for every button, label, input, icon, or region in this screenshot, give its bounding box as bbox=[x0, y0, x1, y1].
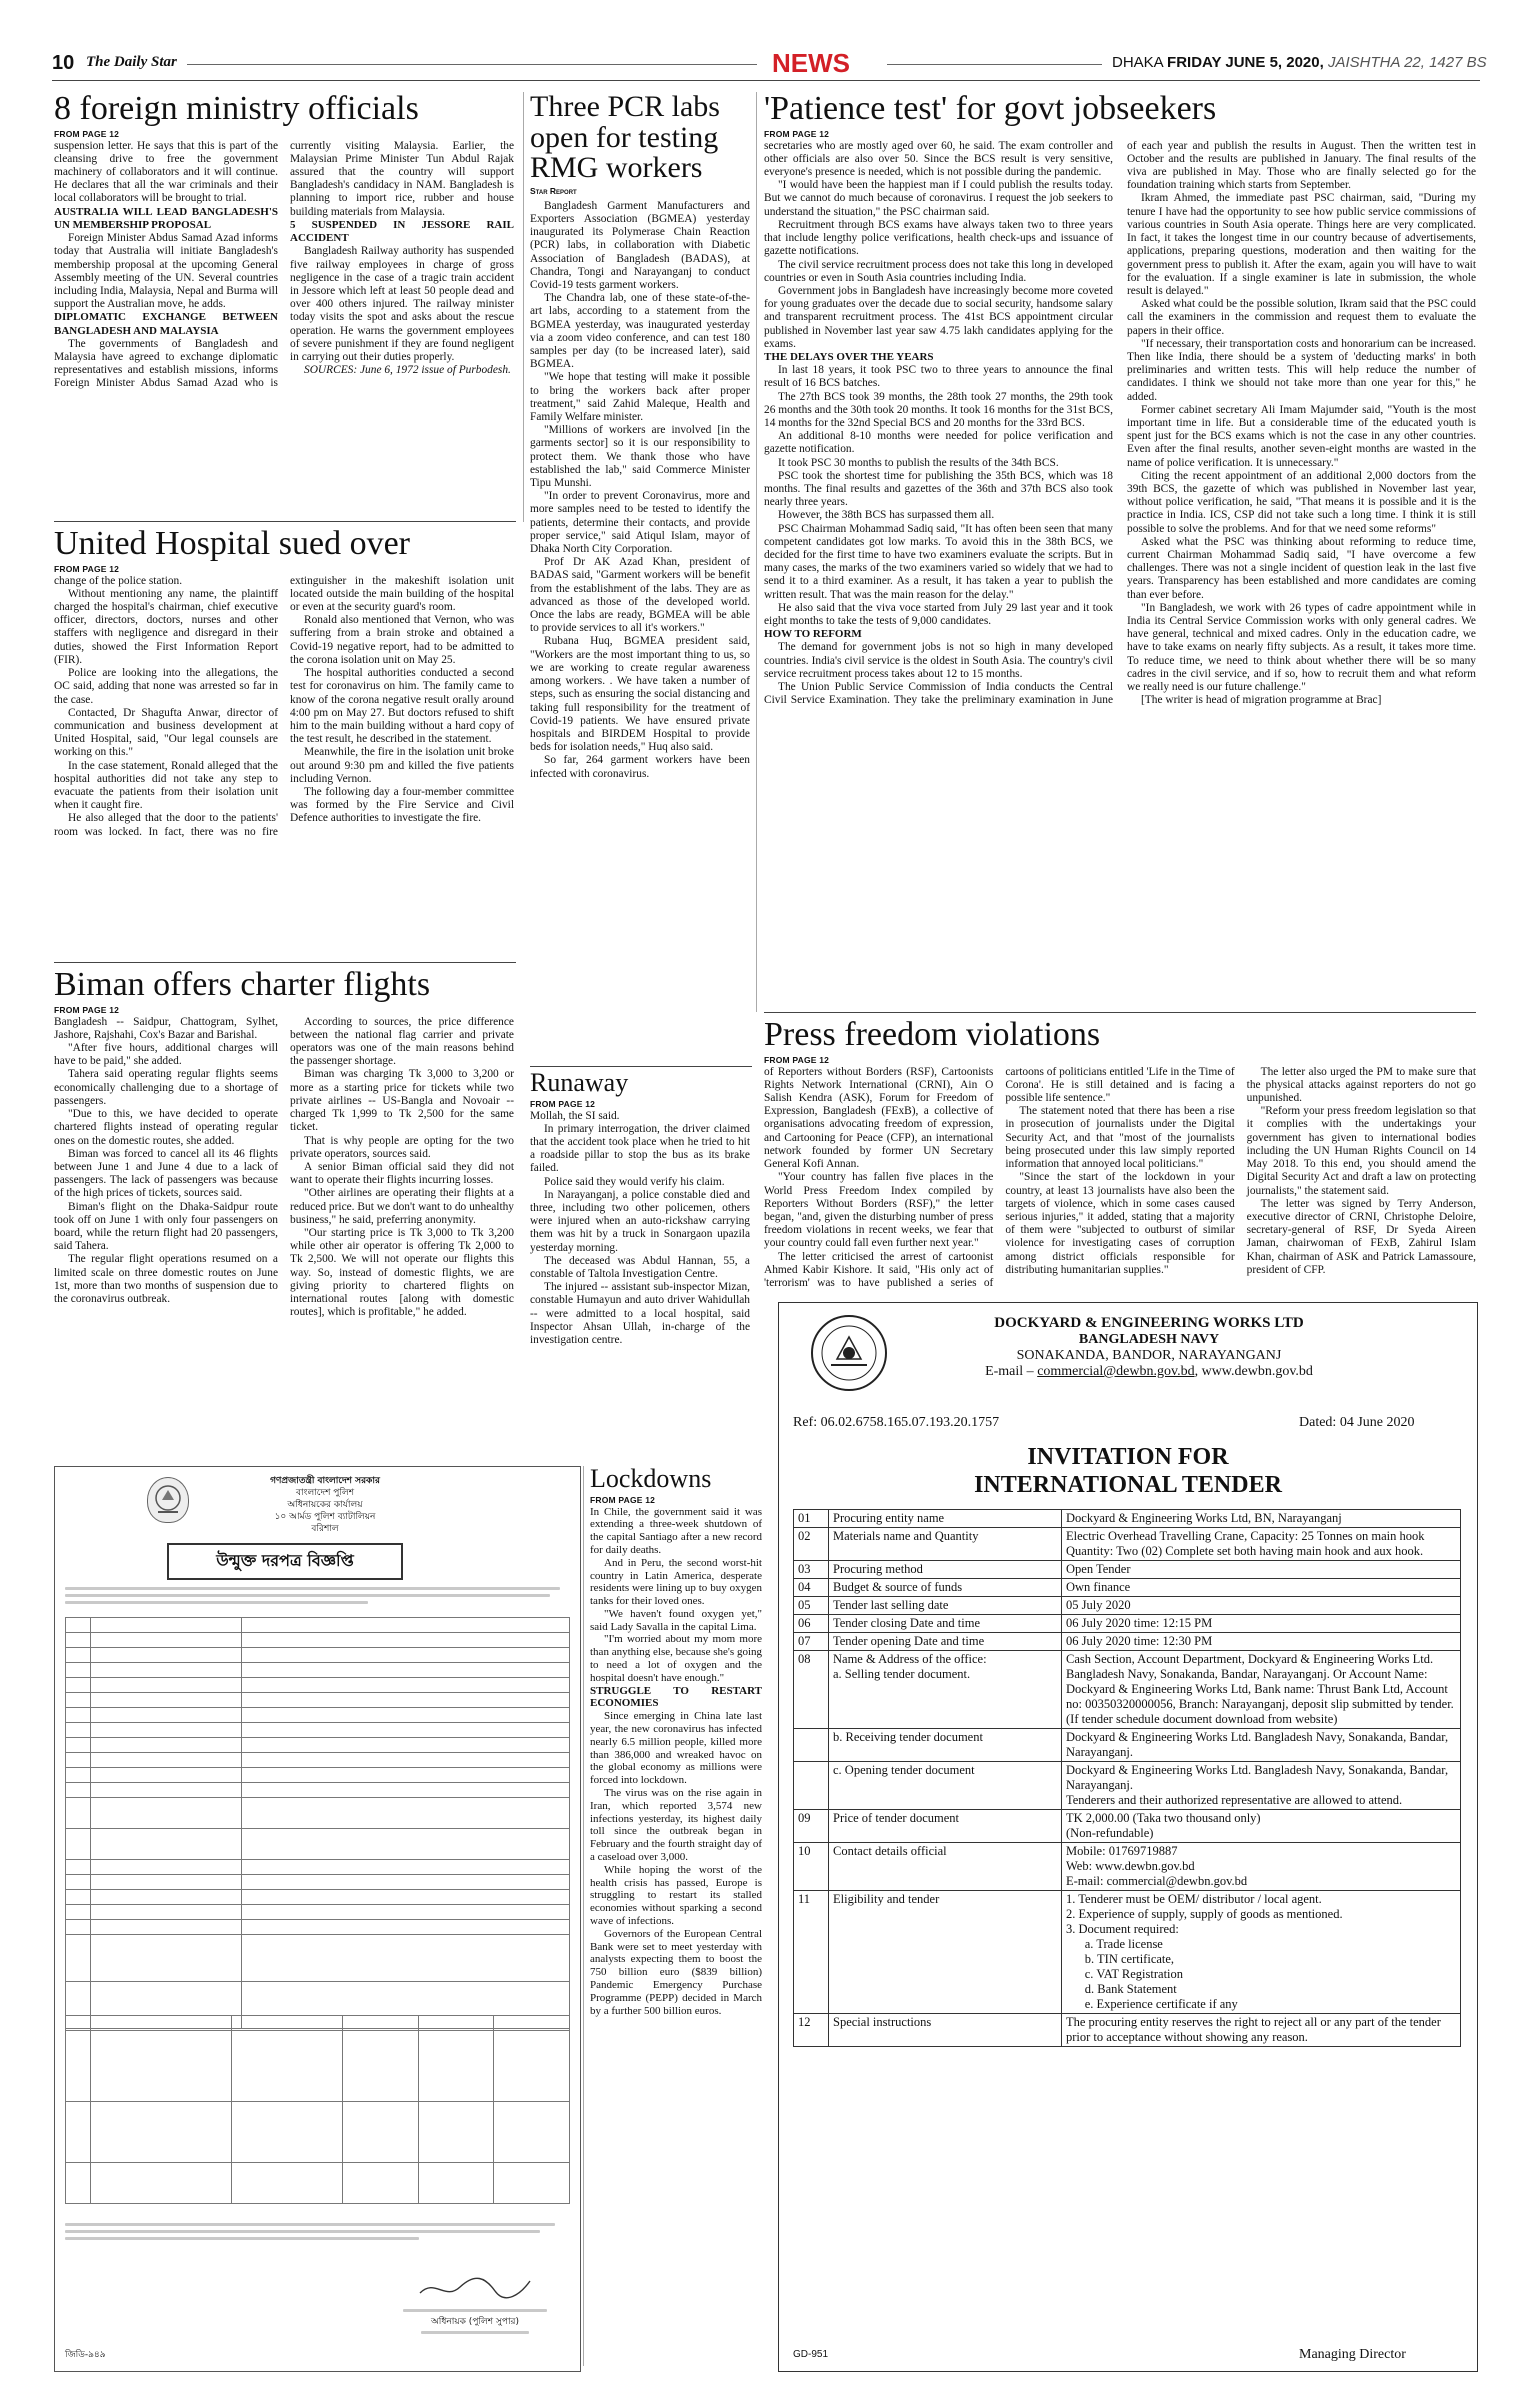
headline: Press freedom violations bbox=[764, 1016, 1101, 1053]
paragraph: Former cabinet secretary Ali Imam Majumder said, "Youth is the most important time in life. But a considerable time of the educated youth is spent just for the BCS exams which is not the case in any other countries. Even after the final results, another seven-eight months are wasted in the name of police verification. It is unnecessary." bbox=[1127, 403, 1476, 469]
tender-row-number: 06 bbox=[794, 1615, 829, 1633]
paragraph: Mollah, the SI said. bbox=[530, 1109, 620, 1122]
article-body bbox=[54, 140, 514, 512]
paragraph: Ikram Ahmed, the immediate past PSC chairman, said, "During my tenure I have had the opportunity to see how public service commissions of various countries in South Asia operate. Things here are very complicated. In fact, it takes the longest time in our country because of advertisements, applications, preparing questions, moderation and then waiting for the government press to publish it. After the exam, again you will have to wait for the evaluation. If a single examiner is late in submission, the whole result is delayed." bbox=[1127, 192, 1476, 297]
article-body bbox=[764, 1066, 1476, 1333]
tender-row-number bbox=[794, 1729, 829, 1762]
paragraph: That is why people are opting for the two private operators, sources said. bbox=[290, 1134, 514, 1160]
paragraph: secretaries who are mostly aged over 60, he said. The exam controller and other officials are also over 50. Since the BCS result is very sensitive, everyone's presence is needed, which is not possible during the pandemic. bbox=[764, 139, 1113, 179]
tender-row-number: 07 bbox=[794, 1633, 829, 1651]
tender-row-number: 05 bbox=[794, 1597, 829, 1615]
paragraph: "We haven't found oxygen yet," said Lady Savalla in the capital Lima. bbox=[590, 1607, 762, 1633]
paragraph: Police are looking into the allegations, the OC said, adding that none was arrested so far in the case. bbox=[54, 667, 278, 706]
tender-row bbox=[794, 1729, 1461, 1762]
article-patience-test bbox=[764, 92, 1476, 1005]
paragraph: "Reform your press freedom legislation so that it complies with the undertakings your government has given to international bodies including the UN Human Rights Council on 14 May 2018. To this end, you should amend the Digital Security Act and draft a law on protecting journalists," the statement said. bbox=[1246, 1105, 1476, 1197]
ad-signature bbox=[415, 2273, 535, 2303]
tender-row-label: b. Receiving tender document bbox=[829, 1729, 1062, 1762]
ad-details-table bbox=[65, 1617, 570, 2029]
section-rule bbox=[764, 1012, 1476, 1013]
from-page-kicker: FROM PAGE 12 bbox=[530, 1098, 596, 1109]
tender-table bbox=[793, 1509, 1461, 2047]
tender-row-number: 08 bbox=[794, 1651, 829, 1729]
page-number: 10 bbox=[52, 52, 75, 74]
article-lockdowns bbox=[590, 1466, 762, 2017]
ad-battalion-line: ১০ আর্মড পুলিশ ব্যাটালিয়ন bbox=[274, 1512, 376, 1522]
tender-row-number: 04 bbox=[794, 1579, 829, 1597]
from-page-kicker: FROM PAGE 12 bbox=[54, 128, 120, 139]
tender-row bbox=[794, 1510, 1461, 1528]
from-page-kicker: FROM PAGE 12 bbox=[54, 563, 120, 574]
paragraph: The hospital authorities conducted a second test for coronavirus on him. The family came to know of the corona negative result orally around 4:00 pm on May 27. But doctors refused to shift him to the main building without a hard copy of the test result, he described in the statement. bbox=[290, 667, 514, 746]
tender-row bbox=[794, 1561, 1461, 1579]
ad-intro-text bbox=[65, 1583, 570, 1608]
headline: 8 foreign ministry officials bbox=[54, 90, 419, 127]
headline: 'Patience test' for govt jobseekers bbox=[764, 90, 1217, 127]
paragraph: PSC took the shortest time for publishing the 35th BCS, which was 18 months. The final results and gazettes of the 36th and 37th BCS also took nearly three years. bbox=[764, 469, 1113, 509]
paragraph: "Due to this, we have decided to operate chartered flights instead of operating regular ones on the domestic routes, she added. bbox=[54, 1108, 278, 1147]
column-divider bbox=[583, 1466, 584, 2366]
tender-web-link[interactable]: , www.dewbn.gov.bd bbox=[1194, 1364, 1313, 1379]
paragraph: Asked what the PSC was thinking about reforming to reduce time, current Chairman Mohammad Sadiq said, "I have overcome a few challenges. There was not a single incident of question leak in the last five years. Transparency has been established and more candidates are coming than ever before. bbox=[1127, 535, 1476, 601]
subhead: STRUGGLE TO RESTART ECONOMIES bbox=[590, 1684, 762, 1710]
paragraph: Bangladesh -- Saidpur, Chattogram, Sylhet, Jashore, Rajshahi, Cox's Bazar and Barishal. bbox=[54, 1015, 278, 1041]
tender-row-label: Materials name and Quantity bbox=[829, 1528, 1062, 1561]
tender-row-value: Mobile: 01769719887 Web: www.dewbn.gov.bd E-mail: commercial@dewbn.gov.bd bbox=[1062, 1843, 1461, 1891]
police-tender-advertisement bbox=[54, 1466, 581, 2372]
dockyard-seal bbox=[809, 1313, 889, 1393]
paragraph: Biman's flight on the Dhaka-Saidpur route took off on June 1 with only four passengers on board, while the return flight had 20 passengers, said Tahera. bbox=[54, 1200, 278, 1253]
paragraph: The deceased was Abdul Hannan, 55, a constable of Taltola Investigation Centre. bbox=[530, 1254, 750, 1280]
tender-row bbox=[794, 1810, 1461, 1843]
subhead: DIPLOMATIC EXCHANGE BETWEEN BANGLADESH AND MALAYSIA bbox=[54, 311, 278, 337]
tender-row-number: 11 bbox=[794, 1891, 829, 2014]
tender-row-value: Dockyard & Engineering Works Ltd, BN, Narayanganj bbox=[1062, 1510, 1461, 1528]
paragraph: Ronald also mentioned that Vernon, who was suffering from a brain stroke and obtained a Covid-19 negative report, had to be admitted to the corona isolation unit on May 25. bbox=[290, 614, 514, 666]
byline: Star Report bbox=[530, 185, 577, 196]
paragraph: Tahera said operating regular flights seems economically challenging due to a shortage of passengers. bbox=[54, 1068, 278, 1107]
tender-row-value: 05 July 2020 bbox=[1062, 1597, 1461, 1615]
paragraph: "In Bangladesh, we work with 26 types of cadre appointment while in India its Central Service Commission works with only general cadres. We have general, technical and mixed cadres. Only in the education cadre, we have to take exams on nearly fifty subjects. As a result, it takes more time. To reduce time, we need to think about whether there will be so many cadres in the civil service, and if so, how to recruit them and what reform we really need is our future challenge." bbox=[1127, 601, 1476, 693]
tender-row-value: The procuring entity reserves the right to reject all or any part of the tender prior to acceptance without showing any reason. bbox=[1062, 2014, 1461, 2047]
paragraph: However, the 38th BCS has surpassed them all. bbox=[778, 509, 995, 522]
tender-dated: Dated: 04 June 2020 bbox=[1299, 1415, 1415, 1430]
headline: Biman offers charter flights bbox=[54, 966, 431, 1003]
tender-row-number: 12 bbox=[794, 2014, 829, 2047]
paragraph: PSC Chairman Mohammad Sadiq said, "It has often been seen that many competent candidates got low marks. To avoid this in the 38th BCS, we decided for the first time to have two examiners evaluate the scripts. But in many cases, the marks of the two examiners varied so widely that we had to send it to a third examiner. As a result, it has taken a year to publish the written result. That was the main reason for the delay." bbox=[764, 522, 1113, 601]
tender-address: SONAKANDA, BANDOR, NARAYANGANJ bbox=[1016, 1348, 1282, 1363]
paragraph: The virus was on the rise again in Iran, which reported 3,574 new infections yesterday, its highest daily toll since the outbreak began in February and the fourth straight day of a caseload over 3,000. bbox=[590, 1787, 762, 1864]
article-united-hospital bbox=[54, 527, 514, 975]
headline: Lockdowns bbox=[590, 1464, 712, 1493]
paragraph: In last 18 years, it took PSC two to three years to announce the final result of 16 BCS batches. bbox=[764, 364, 1113, 390]
tender-row bbox=[794, 1528, 1461, 1561]
tender-row-number: 02 bbox=[794, 1528, 829, 1561]
article-body bbox=[54, 575, 514, 975]
dateline-city: DHAKA bbox=[1112, 54, 1163, 71]
article-press-freedom bbox=[764, 1018, 1476, 1333]
tender-org-name: DOCKYARD & ENGINEERING WORKS LTD bbox=[994, 1315, 1304, 1331]
paragraph: The governments of Bangladesh and Malaysia have agreed to exchange diplomatic representatives and establish missions, informs Foreign Minister Abdus Samad Azad who is currently visiting Malaysia. Earlier, the Malaysian Prime Minister Tun Abdul Rajak assured that the country will support Bangladesh's candidacy in NAM. Bangladesh is planning to import rice, rubber and house building materials from Malaysia. bbox=[54, 139, 514, 390]
paragraph: "Our starting price is Tk 3,000 to Tk 3,200 while other air operator is offering Tk 2,000 to Tk 2,500. We will not operate our flights this way. So, instead of domestic flights, we are giving priority to chartered flights on international routes [along with domestic routes], which is profitable," he added. bbox=[290, 1226, 514, 1319]
ad-notes bbox=[65, 2219, 570, 2244]
paragraph: "If necessary, their transportation costs and honorarium can be increased. Then like India, there should be a system of 'deducting marks' in both preliminaries and written tests. This will help reduce the number of candidates. I think we should not take more than one year for this," he added. bbox=[1127, 337, 1476, 403]
column-divider bbox=[756, 92, 757, 1012]
tender-row-label: Tender opening Date and time bbox=[829, 1633, 1062, 1651]
dateline-date: FRIDAY JUNE 5, 2020, bbox=[1167, 54, 1324, 71]
tender-row-number bbox=[794, 1762, 829, 1810]
source-note: SOURCES: June 6, 1972 issue of Purbodesh. bbox=[304, 364, 511, 377]
paragraph: In the case statement, Ronald alleged that the hospital authorities did not take any step to evacuate the patients from their isolation unit when it caught fire. bbox=[54, 759, 278, 812]
paragraph: The civil service recruitment process does not take this long in developed countries or even in South Asia countries including India. bbox=[764, 258, 1113, 284]
ad-code: জিডি-৯৪৯ bbox=[65, 2350, 106, 2360]
paragraph: Police said they would verify his claim. bbox=[544, 1175, 725, 1188]
paragraph: "We hope that testing will make it possible to bring the workers back after proper treatment," said Zahid Maleque, Health and Family Welfare minister. bbox=[530, 371, 750, 424]
tender-row-label: c. Opening tender document bbox=[829, 1762, 1062, 1810]
masthead bbox=[52, 48, 1487, 78]
article-foreign-ministry bbox=[54, 92, 514, 512]
tender-row-label: Tender closing Date and time bbox=[829, 1615, 1062, 1633]
paragraph: A senior Biman official said they did not want to operate their flights incurring losses. bbox=[290, 1160, 514, 1187]
tender-row-label: Special instructions bbox=[829, 2014, 1062, 2047]
paragraph: Without mentioning any name, the plaintiff charged the hospital's chairman, chief executive officer, directors, doctors, nurses and other staffers with negligence and disregard in their duties, showed the First Information Report (FIR). bbox=[54, 587, 278, 666]
article-pcr-labs bbox=[530, 92, 750, 781]
tender-row-label: Price of tender document bbox=[829, 1810, 1062, 1843]
paragraph: The regular flight operations resumed on a limited scale on three domestic routes on June 1st, more than two months of suspension due to the coronavirus outbreak. bbox=[54, 1253, 278, 1305]
tender-row-label: Procuring method bbox=[829, 1561, 1062, 1579]
paragraph: The Union Public Service Commission of India conducts the Central Civil Service Examination. They take the preliminary examination in June of each year and publish the results in August. Then the written test in October and the results are published in January. The final results of the viva are published in May. Those who are finally selected go for the foundation training which starts from September. bbox=[764, 139, 1476, 707]
paragraph: Meanwhile, the fire in the isolation unit broke out around 9:30 pm and killed the five patients including Vernon. bbox=[290, 746, 514, 785]
paragraph: While hoping the worst of the health crisis has passed, Europe is struggling to restart its stalled economies without sparking a second wave of infections. bbox=[590, 1863, 762, 1928]
paragraph: The demand for government jobs is not so high in many developed countries. India's civil service is the oldest in South Asia. The country's civil service recruitment process takes about 12 to 15 months. bbox=[764, 641, 1113, 680]
paragraph: The injured -- assistant sub-inspector Mizan, constable Humayun and auto driver Wahidullah -- were admitted to a local hospital, said Inspector Ahsan Ullah, in-charge of the investigation centre. bbox=[530, 1281, 750, 1346]
paragraph: Government jobs in Bangladesh have increasingly become more coveted for young graduates over the decade due to social security, handsome salary and transparent recruitment process. The 41st BCS appointment circular published in November last year saw 4.75 lakh candidates applying for the exams. bbox=[764, 284, 1113, 350]
tender-ref: Ref: 06.02.6758.165.07.193.20.1757 bbox=[793, 1415, 1000, 1430]
from-page-kicker: FROM PAGE 12 bbox=[764, 128, 830, 139]
paragraph: Citing the recent appointment of an additional 2,000 doctors from the 39th BCS, the gazette of which was published in November last year, without police verification, he said, "That means it is possible and it is the practice in India. ICS, CSP did not take such a long time. I think it is still possible to solve the problems. And for that we need some reforms" bbox=[1127, 469, 1476, 535]
paragraph: Rubana Huq, BGMEA president said, "Workers are the most important thing to us, so we are working to create regular awareness among workers. . We have taken a number of steps, such as ensuring the social distancing and taking full responsibility for the treatment of Covid-19 patients. We have ensured private hospitals and BIRDEM Hospital to provide beds for isolation needs," Huq also said. bbox=[530, 635, 750, 754]
paragraph: He also alleged that the door to the patients' room was locked. In fact, there was no fire extinguisher in the makeshift isolation unit located outside the main building of the hospital or even at the security guard's room. bbox=[54, 574, 514, 838]
paragraph: of Reporters without Borders (RSF), Cartoonists Rights Network International (CRNI), Ain O Salish Kendra (ASK), Forum for Freedom of Expression, Bangladesh (FExB), a collective of organisations advocating freedom of expression, and Cartooning for Peace (CFP), an international network founded by former UN Secretary General Kofi Annan. bbox=[764, 1065, 994, 1171]
paragraph: "In order to prevent Coronavirus, more and more samples need to be tested to identify the patients, determine their contacts, and provide proper service," said Atiqul Islam, mayor of Dhaka North City Corporation. bbox=[530, 490, 750, 556]
ad-signer-title: অধিনায়ক (পুলিশ সুপার) bbox=[430, 2317, 520, 2327]
paper-name: The Daily Star bbox=[86, 54, 177, 70]
paragraph: He also said that the viva voce started from July 29 last year and it took eight months to take the tests of 9,000 candidates. bbox=[764, 601, 1113, 627]
tender-org-sub: BANGLADESH NAVY bbox=[1078, 1332, 1220, 1347]
ad-title: উন্মুক্ত দরপত্র বিজ্ঞপ্তি bbox=[167, 1543, 403, 1580]
tender-row-value: TK 2,000.00 (Taka two thousand only) (Non-refundable) bbox=[1062, 1810, 1461, 1843]
tender-row bbox=[794, 1651, 1461, 1729]
paragraph: "Your country has fallen five places in the World Press Freedom Index compiled by Reporters Without Borders (RSF)," the letter began, "and, given the disturbing number of press freedom violations in recent weeks, we fear that your country could fall even further next year." bbox=[764, 1171, 994, 1250]
paragraph: "I would have been the happiest man if I could publish the results today. But we cannot do much because of coronavirus. I request the job seekers to understand the situation," the PSC chairman said. bbox=[764, 179, 1113, 218]
from-page-kicker: FROM PAGE 12 bbox=[764, 1054, 830, 1065]
tender-row-value: Electric Overhead Travelling Crane, Capacity: 25 Tonnes on main hook Quantity: Two (02) Complete set both having main hook and aux hook. bbox=[1062, 1528, 1461, 1561]
paragraph: In Chile, the government said it was extending a three-week shutdown of the capital Santiago after a new record for daily deaths. bbox=[590, 1505, 762, 1556]
tender-row-label: Eligibility and tender bbox=[829, 1891, 1062, 2014]
paragraph: Bangladesh Garment Manufacturers and Exporters Association (BGMEA) yesterday inaugurated its Polymerase Chain Reaction (PCR) labs, in collaboration with Diabetic Association of Bangladesh (BADAS), at Chandra, Tongi and Narayanganj to conduct Covid-19 tests garment workers. bbox=[530, 199, 750, 291]
paragraph: The statement noted that there has been a rise in prosecution of journalists under the Digital Security Act, and that "most of the journalists being prosecuted under this law simply reported information that annoyed local politicians." bbox=[1005, 1105, 1235, 1171]
tender-row-value: Dockyard & Engineering Works Ltd. Bangladesh Navy, Sonakanda, Bandar, Narayanganj. bbox=[1062, 1729, 1461, 1762]
tender-row bbox=[794, 1762, 1461, 1810]
tender-title-line2: INTERNATIONAL TENDER bbox=[974, 1472, 1282, 1498]
paragraph: Governors of the European Central Bank were set to meet yesterday with analysts expecting them to boost the 750 billion euro ($839 billion) Pandemic Emergency Purchase Programme (PEPP) decided in March by a further 500 billion euros. bbox=[590, 1927, 762, 2017]
paragraph: The 27th BCS took 39 months, the 28th took 27 months, the 29th took 26 months and the 30th took 20 months. It took 16 months for the 31st BCS, 14 months for the 32nd Special BCS and 20 months for the 33rd BCS. bbox=[764, 390, 1113, 429]
author-note: [The writer is head of migration programme at Brac] bbox=[1141, 694, 1382, 707]
section-label: NEWS bbox=[772, 48, 850, 78]
tender-row bbox=[794, 1843, 1461, 1891]
tender-row bbox=[794, 1597, 1461, 1615]
tender-row bbox=[794, 1579, 1461, 1597]
paragraph: Contacted, Dr Shagufta Anwar, director of communication and business development at United Hospital, said, "Our legal counsels are working on this." bbox=[54, 706, 278, 759]
tender-row bbox=[794, 1891, 1461, 2014]
ad-office-line: অধিনায়কের কার্যালয় bbox=[287, 1500, 363, 1510]
paragraph: "Millions of workers are involved [in the garments sector] so it is our responsibility to protect them. We thank those who have established the lab," said Commerce Minister Tipu Munshi. bbox=[530, 424, 750, 490]
tender-row-value: Own finance bbox=[1062, 1579, 1461, 1597]
ad-city-line: বরিশাল bbox=[311, 1524, 339, 1534]
tender-row bbox=[794, 1633, 1461, 1651]
tender-row-value: Cash Section, Account Department, Dockyard & Engineering Works Ltd. Bangladesh Navy, Sonakanda, Bandar, Narayanganj. Or Account Name: Dockyard & Engineering Works Ltd, Bank name: Thrust Bank Ltd, Account no: 00350320000056, Branch: Narayanganj, deposit slip submitted by tender. (If tender schedule document download from website) bbox=[1062, 1651, 1461, 1729]
tender-email-link[interactable]: commercial@dewbn.gov.bd bbox=[1037, 1364, 1195, 1379]
masthead-rule bbox=[52, 80, 1480, 81]
tender-title-line1: INVITATION FOR bbox=[1027, 1444, 1229, 1470]
paragraph: change of the police station. bbox=[54, 574, 183, 587]
paragraph: Recruitment through BCS exams have always taken two to three years that include lengthy police verifications, health check-ups and issuance of gazette notifications. bbox=[764, 218, 1113, 258]
international-tender-advertisement bbox=[778, 1302, 1478, 2372]
paragraph: "After five hours, additional charges will have to be paid," she added. bbox=[54, 1042, 278, 1068]
section-rule bbox=[54, 521, 516, 522]
tender-row bbox=[794, 1615, 1461, 1633]
paragraph: In primary interrogation, the driver claimed that the accident took place when he tried to hit a roadside pillar to stop the bus as its brake failed. bbox=[530, 1122, 750, 1175]
tender-email-label: E-mail – bbox=[985, 1364, 1038, 1379]
paragraph: "I'm worried about my mom more than anything else, because she's going to need a lot of oxygen and the hospital doesn't have enough." bbox=[590, 1633, 762, 1684]
paragraph: "Other airlines are operating their flights at a reduced price. But we don't want to do unhealthy business," he said, preferring anonymity. bbox=[290, 1187, 514, 1226]
paragraph: Foreign Minister Abdus Samad Azad informs today that Australia will initiate Bangladesh's membership proposal at the upcoming General Assembly meeting of the UN. Several countries including India, Malaysia, Nepal and Burma will support the Australian move, he adds. bbox=[54, 232, 278, 311]
paragraph: In Narayanganj, a police constable died and three, including two other policemen, others were injured when an auto-rickshaw carrying them was hit by a truck in Sonargaon upazila yesterday morning. bbox=[530, 1188, 750, 1254]
tender-code: GD-951 bbox=[793, 2349, 829, 2360]
tender-row bbox=[794, 2014, 1461, 2047]
tender-row-label: Contact details official bbox=[829, 1843, 1062, 1891]
paragraph: Bangladesh Railway authority has suspended five railway employees in charge of gross negligence in the case of a tragic train accident in Jessore which left at least 50 people dead and over 400 others injured. The railway minister today visits the spot and asks about the rescue operation. He warns the government employees of severe punishment if they are found negligent in carrying out their duties properly. bbox=[290, 245, 514, 363]
article-runaway bbox=[530, 1070, 750, 1347]
paragraph: The letter criticised the arrest of cartoonist Ahmed Kabir Kishore. It said, "His only act of 'terrorism' was to have published a series of cartoons of politicians entitled 'Life in the Time of Corona'. He is still detained and is facing a possible life sentence." bbox=[764, 1065, 1235, 1289]
article-body bbox=[54, 1016, 514, 1463]
subhead: AUSTRALIA WILL LEAD BANGLADESH'S UN MEMBERSHIP PROPOSAL bbox=[54, 205, 278, 231]
headline: United Hospital sued over bbox=[54, 525, 410, 562]
dateline-bangla-date: JAISHTHA 22, 1427 BS bbox=[1327, 54, 1487, 71]
article-biman bbox=[54, 968, 514, 1463]
paragraph: Biman was forced to cancel all its 46 flights between June 1 and June 4 due to a lack of passengers. The lack of passengers was because of the high prices of tickets, sources said. bbox=[54, 1147, 278, 1200]
tender-row-value: 06 July 2020 time: 12:15 PM bbox=[1062, 1615, 1461, 1633]
paragraph: Prof Dr AK Azad Khan, president of BADAS said, "Garment workers will be benefit from the establishment of the labs. They are as advanced as those of the developed world. Once the labs are ready, BGMEA will be able to provide services to all it's workers." bbox=[530, 556, 750, 635]
tender-row-number: 03 bbox=[794, 1561, 829, 1579]
paragraph: Since emerging in China late last year, the new coronavirus has infected nearly 6.5 million people, killed more than 386,000 and wreaked havoc on the global economy as millions were forced into lockdown. bbox=[590, 1710, 762, 1787]
section-rule bbox=[54, 962, 516, 963]
section-rule bbox=[530, 1066, 752, 1067]
paragraph: The letter also urged the PM to make sure that the physical attacks against reporters do not go unpunished. bbox=[1246, 1065, 1476, 1105]
paragraph: It took PSC 30 months to publish the results of the 34th BCS. bbox=[778, 456, 1059, 469]
paragraph: The Chandra lab, one of these state-of-the-art labs, according to a statement from the BGMEA yesterday, was inaugurated yesterday via a zoom video conference, and can test 180 samples per day (to be increased later), said BGMEA. bbox=[530, 292, 750, 371]
article-body bbox=[530, 1110, 750, 1348]
paragraph: An additional 8-10 months were needed for police verification and gazette notification. bbox=[764, 430, 1113, 456]
paragraph: The letter was signed by Terry Anderson, executive director of CRNI, Christophe Deloire, secretary-general of RSF, Dr Syeda Aireen Jaman, chairwoman of FExB, Zahirul Islam Khan, chairman of ASK and Patrick Lamassoure, president of CFP. bbox=[1246, 1197, 1476, 1276]
article-body bbox=[764, 140, 1476, 1005]
ad-items-table bbox=[65, 2015, 570, 2204]
dateline bbox=[1112, 54, 1487, 71]
tender-row-label: Name & Address of the office: a. Selling tender document. bbox=[829, 1651, 1062, 1729]
paragraph: And in Peru, the second worst-hit country in Latin America, desperate residents were lining up to buy oxygen tanks for their loved ones. bbox=[590, 1556, 762, 1608]
paragraph: The following day a four-member committee was formed by the Fire Service and Civil Defence authorities to investigate the fire. bbox=[290, 785, 514, 825]
paragraph: Asked what could be the possible solution, Ikram said that the PSC could call the examiners in the commission and request them to evaluate the papers in their office. bbox=[1127, 298, 1476, 337]
tender-row-number: 09 bbox=[794, 1810, 829, 1843]
subhead: THE DELAYS OVER THE YEARS bbox=[764, 350, 934, 363]
paragraph: "Since the start of the lockdown in your country, at least 13 journalists have also been the targets of violence, which in some cases caused serious injuries," it added, stating that a majority of them were "subjected to outburst of similar violence for investigating cases of corruption among district officials responsible for distributing humanitarian supplies." bbox=[1005, 1171, 1235, 1276]
from-page-kicker: FROM PAGE 12 bbox=[54, 1004, 120, 1015]
tender-row-label: Procuring entity name bbox=[829, 1510, 1062, 1528]
tender-row-value: Dockyard & Engineering Works Ltd. Bangladesh Navy, Sonakanda, Bandar, Narayanganj. Tenderers and their authorized representative are allowed to attend. bbox=[1062, 1762, 1461, 1810]
headline: Runaway bbox=[530, 1068, 629, 1097]
ad-gov-line: গণপ্রজাতন্ত্রী বাংলাদেশ সরকার bbox=[270, 1476, 380, 1486]
column-divider bbox=[523, 92, 524, 522]
article-body bbox=[590, 1506, 762, 2018]
tender-row-label: Budget & source of funds bbox=[829, 1579, 1062, 1597]
tender-row-number: 01 bbox=[794, 1510, 829, 1528]
subhead: HOW TO REFORM bbox=[764, 628, 862, 641]
paragraph: suspension letter. He says that this is part of the cleansing drive to free the government machinery of collaborators and it will continue. He declares that all the war criminals and their local collaborators will be brought to trial. bbox=[54, 139, 278, 205]
police-emblem bbox=[147, 1477, 189, 1523]
paragraph: So far, 264 garment workers have been infected with coronavirus. bbox=[530, 754, 750, 780]
tender-row-value: 06 July 2020 time: 12:30 PM bbox=[1062, 1633, 1461, 1651]
article-body bbox=[530, 200, 750, 781]
headline: Three PCR labs open for testing RMG workers bbox=[530, 90, 720, 185]
paragraph: According to sources, the price difference between the national flag carrier and private operators was one of the main reasons behind the passenger shortage. bbox=[290, 1015, 514, 1068]
tender-row-value: 1. Tenderer must be OEM/ distributor / local agent. 2. Experience of supply, supply of goods as mentioned. 3. Document required: a. Trade license b. TIN certificate, c. VAT Registration d. Bank Statement e. Experience certificate if any bbox=[1062, 1891, 1461, 2014]
ad-police-line: বাংলাদেশ পুলিশ bbox=[295, 1488, 355, 1498]
from-page-kicker: FROM PAGE 12 bbox=[590, 1494, 656, 1505]
tender-row-value: Open Tender bbox=[1062, 1561, 1461, 1579]
subhead: 5 SUSPENDED IN JESSORE RAIL ACCIDENT bbox=[290, 218, 514, 245]
tender-row-number: 10 bbox=[794, 1843, 829, 1891]
tender-row-label: Tender last selling date bbox=[829, 1597, 1062, 1615]
paragraph: Biman was charging Tk 3,000 to 3,200 or more as a starting price for tickets while two private airlines -- US-Bangla and Novoair -- charged Tk 1,999 to Tk 2,500 for the same ticket. bbox=[290, 1068, 514, 1134]
tender-signature: Managing Director bbox=[1299, 2347, 1406, 2362]
